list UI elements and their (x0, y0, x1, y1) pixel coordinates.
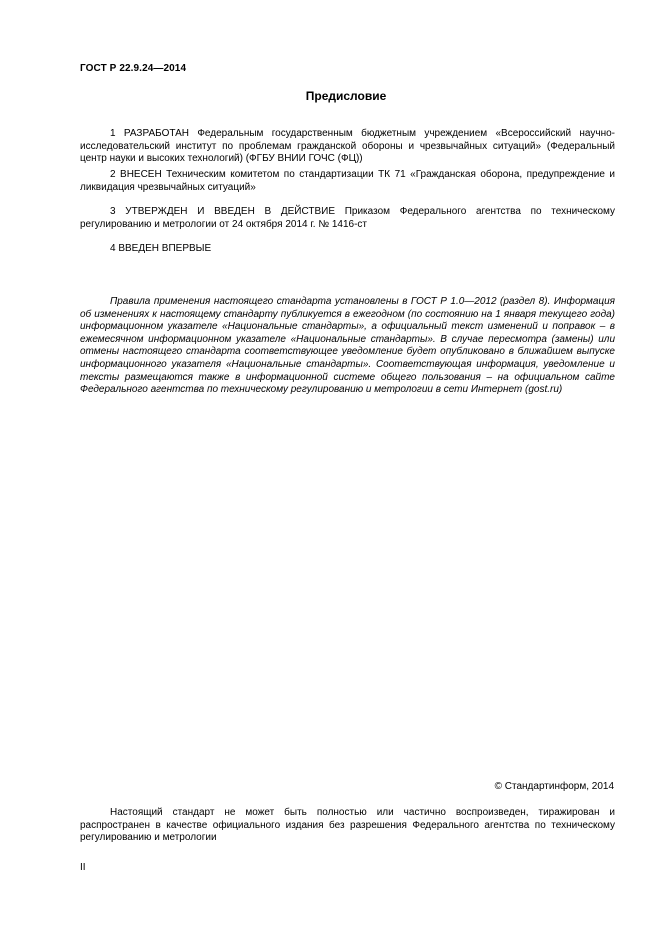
preface-item-developed: 1 РАЗРАБОТАН Федеральным государственным бюджетным учреждением «Всероссийский научно-исследовательский институт по проблемам гражданской обороны и чрезвычайных ситуаций» (Федеральный центр науки и высоких технологий) (ФГБУ ВНИИ ГОЧС (ФЦ)) (80, 128, 615, 164)
application-rules-notice: Правила применения настоящего стандарта установлены в ГОСТ Р 1.0—2012 (раздел 8). Информация об изменениях к настоящему стандарту публикуется в ежегодном (по состоянию на 1 января текущего года) информационном указателе «Национальные стандарты», а официальный текст изменений и поправок – в ежемесячном информационном указателе «Национальные стандарты». В случае пересмотра (замены) или отмены настоящего стандарта соответствующее уведомление будет опубликовано в ближайшем выпуске информационного указателя «Национальные стандарты». Соответствующая информация, уведомление и тексты размещаются также в информационной системе общего пользования – на официальном сайте Федерального агентства по техническому регулированию и метрологии в сети Интернет (gost.ru) (80, 296, 615, 396)
copyright: © Стандартинформ, 2014 (494, 781, 614, 792)
page-number: II (80, 862, 86, 873)
preface-item-submitted: 2 ВНЕСЕН Техническим комитетом по стандартизации ТК 71 «Гражданская оборона, предупреждение и ликвидация чрезвычайных ситуаций» (80, 169, 615, 193)
preface-item-approved: 3 УТВЕРЖДЕН И ВВЕДЕН В ДЕЙСТВИЕ Приказом Федерального агентства по техническому регулированию и метрологии от 24 октября 2014 г. № 1416-ст (80, 206, 615, 230)
legal-notice: Настоящий стандарт не может быть полностью или частично воспроизведен, тиражирован и распространен в качестве официального издания без разрешения Федерального агентства по техническому регулированию и метрологии (80, 807, 615, 843)
preface-item-introduced: 4 ВВЕДЕН ВПЕРВЫЕ (110, 243, 212, 254)
page-title: Предисловие (305, 89, 387, 103)
standard-code: ГОСТ Р 22.9.24—2014 (80, 63, 187, 74)
